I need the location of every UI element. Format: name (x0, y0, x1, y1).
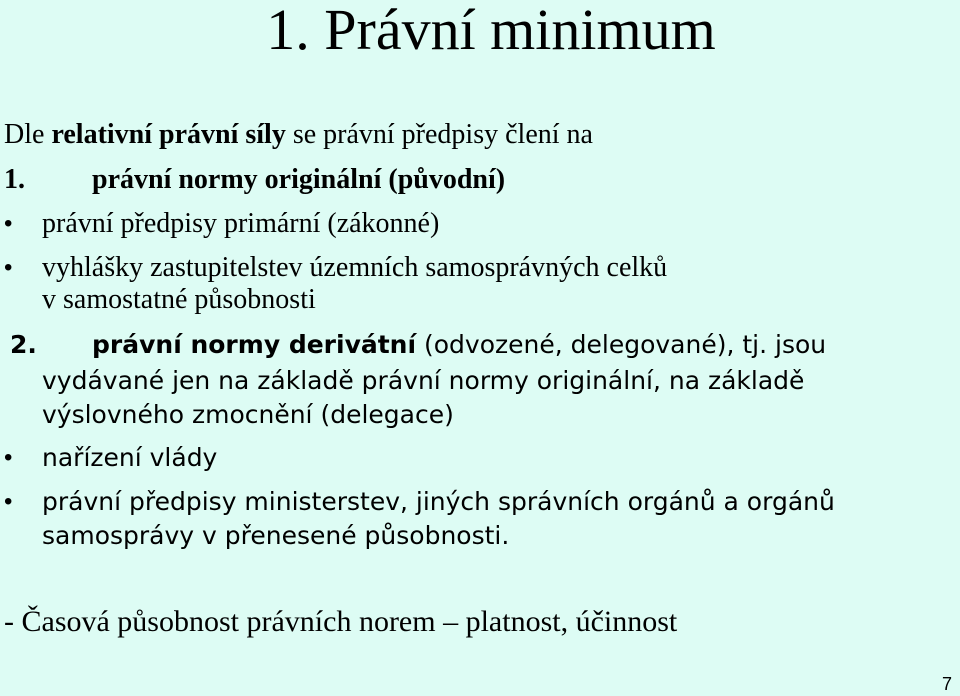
bullet-icon: • (4, 210, 13, 237)
footer-note: - Časová působnost právních norem – platnost, účinnost (4, 605, 678, 638)
intro-post: se právní předpisy člení na (285, 119, 593, 150)
intro-pre: Dle (4, 119, 52, 150)
bullet-text: právní předpisy ministerstev, jiných správních orgánů a orgánů (42, 487, 835, 516)
intro-line (4, 118, 593, 152)
bullet-icon: • (4, 488, 13, 515)
section-2-title-rest: (odvozené, delegované), tj. jsou (416, 330, 827, 359)
section-2-number: 2. (10, 330, 37, 359)
bullet-item (4, 251, 668, 285)
bullet-item (4, 485, 835, 519)
bullet-text: vyhlášky zastupitelstev územních samosprávných celků (42, 252, 668, 283)
bullet-continuation: v samostatné působnosti (42, 284, 316, 315)
bullet-continuation: samosprávy v přenesené působnosti. (42, 521, 510, 550)
section-1-title: právní normy originální (původní) (92, 164, 506, 195)
section-2-line-2: vydávané jen na základě právní normy originální, na základě (42, 366, 805, 395)
page-title: 1. Právní minimum (266, 0, 716, 62)
bullet-icon: • (4, 254, 13, 281)
page-number: 7 (941, 674, 952, 694)
bullet-item (4, 207, 440, 241)
bullet-text: právní předpisy primární (zákonné) (42, 208, 440, 239)
section-2-title: právní normy derivátní (92, 330, 417, 359)
bullet-icon: • (4, 444, 13, 471)
section-2-line-3: výslovného zmocnění (delegace) (42, 400, 454, 429)
section-1-number: 1. (4, 164, 25, 195)
intro-bold: relativní právní síly (51, 119, 286, 150)
bullet-text: nařízení vlády (42, 443, 218, 472)
bullet-item (4, 441, 218, 475)
